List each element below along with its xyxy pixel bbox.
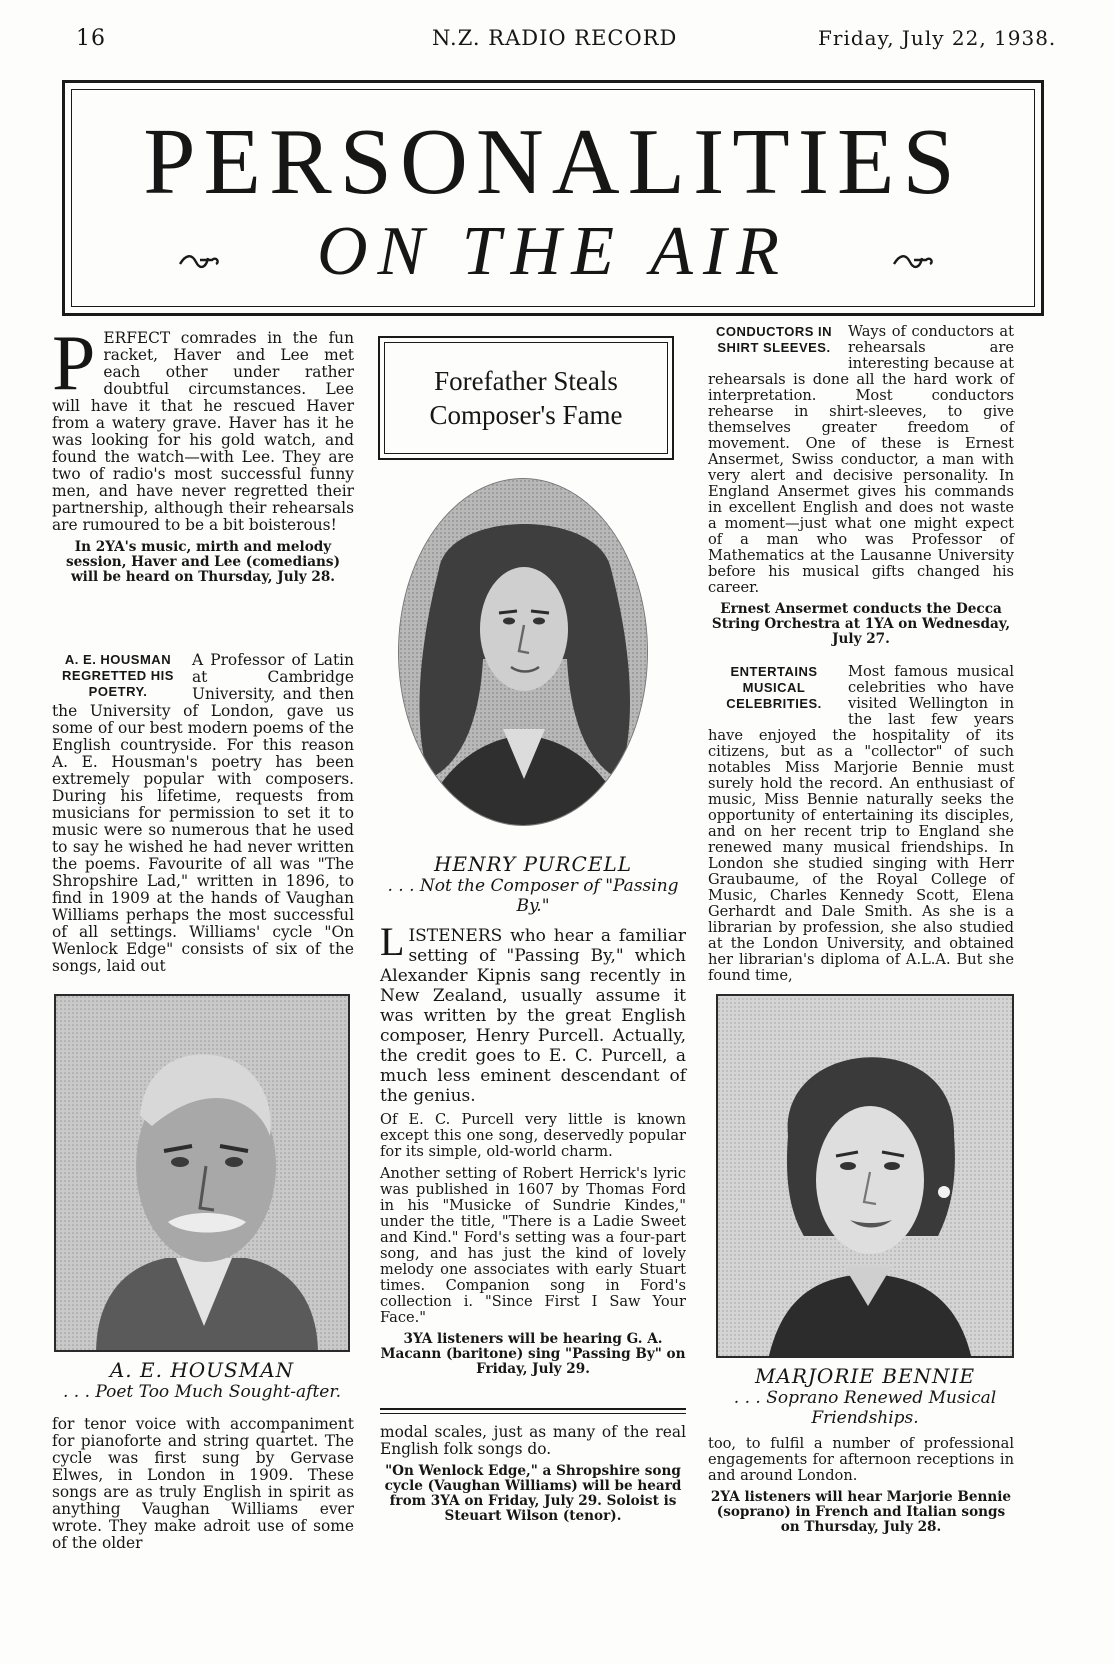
article-sidehead: ENTERTAINS MUSICAL CELEBRITIES.	[726, 664, 822, 711]
article-body: modal scales, just as many of the real English folk songs do.	[380, 1423, 686, 1458]
masthead-frame	[71, 89, 1035, 307]
article-body: ERFECT comrades in the fun racket, Haver and Lee met each other under rather doubtful circumstances. Lee will have it that he rescued Haver from a watery grave. Haver has it he was looking for his gold watch, and found the watch—with Lee. They are two of radio's most successful funny men, and have never regretted their partnership, although their rehearsals are rumoured to be a bit boisterous!	[52, 329, 354, 534]
article-body: Most famous musical celebrities who have visited Wellington in the last few years have enjoyed the hospitality of its citizens, but as a "collector" of such notables Miss Marjorie Bennie must surely hold the record. An enthusiast of music, Miss Bennie naturally seeks the opportunity of entertaining its disciples, and on her recent trip to England she renewed many musical friendships. In London she studied singing with Herr Graubaume, of the Royal College of Music, Charles Kennedy Scott, Elena Gerhardt and Dale Smith. As she is a librarian by profession, she also studied at the London University, and obtained her librarian's diploma of A.L.A. But she found time,	[708, 663, 1014, 984]
article-body: ISTENERS who hear a familiar setting of "Passing By," which Alexander Kipnis sang recently in New Zealand, usually assume it was written by the great English composer, Henry Purcell. Actually, the credit goes to E. C. Purcell, a much less eminent descendant of the genius.	[380, 926, 686, 1106]
caption-name: MARJORIE BENNIE	[754, 1364, 976, 1388]
caption-name: HENRY PURCELL	[433, 852, 633, 876]
article-body: Ways of conductors at rehearsals are interesting because at rehearsals is done all the hard work of interpretation. Most conductors rehearse in shirt-sleeves, to give themselves greater freedom of movement. One of these is Ernest Ansermet, Swiss conductor, a man with very alert and decisive personality. In England Ansermet gives his commands in excellent English and does not waste a moment—just what one might expect of a man who was Professor of Mathematics at the Lausanne University before his musical gifts changed his career.	[708, 323, 1014, 596]
page-number: 16	[76, 26, 106, 51]
housman-caption	[54, 1358, 350, 1402]
article-lead	[380, 919, 686, 1106]
caption-name: A. E. HOUSMAN	[109, 1358, 295, 1382]
purcell-portrait	[398, 478, 648, 826]
purcell-caption	[380, 852, 686, 916]
flourish-ornament-icon	[892, 250, 936, 270]
portrait-illustration	[718, 996, 1014, 1358]
column-divider-rule	[380, 1408, 686, 1414]
masthead-subtitle: ON THE AIR	[316, 213, 790, 290]
masthead	[62, 80, 1044, 316]
portrait-illustration	[399, 479, 648, 826]
article-lead	[52, 319, 354, 534]
broadcast-note: "On Wenlock Edge," a Shropshire song cycle (Vaughan Williams) will be heard from 3YA on Friday, July 29. Soloist is Steuart Wilson (tenor).	[384, 1463, 682, 1524]
article-body: Of E. C. Purcell very little is known except this one song, deservedly popular for its simple, old-world charm.	[380, 1111, 686, 1160]
headline: Forefather Steals Composer's Fame	[384, 342, 668, 454]
portrait-illustration	[56, 996, 350, 1352]
article-bennie	[708, 664, 1014, 990]
flourish-ornament-icon	[178, 250, 222, 270]
article-housman	[52, 652, 354, 981]
housman-photo	[54, 994, 350, 1352]
article-purcell	[380, 919, 686, 1383]
article-bennie-continued	[708, 1436, 1014, 1541]
caption-description: . . . Not the Composer of "Passing By."	[387, 876, 679, 916]
broadcast-note: 3YA listeners will be hearing G. A. Macann (baritone) sing "Passing By" on Friday, July 29.	[380, 1331, 686, 1377]
publication-name: N.Z. RADIO RECORD	[432, 26, 678, 50]
issue-date: Friday, July 22, 1938.	[818, 26, 1057, 50]
article-body: for tenor voice with accompaniment for pianoforte and string quartet. The cycle was first sung by Gervase Elwes, in London in 1909. These songs are as truly English in spirit as anything Vaughan Williams ever wrote. They make adroit use of some of the older	[52, 1415, 354, 1552]
bennie-photo	[716, 994, 1014, 1358]
caption-description: . . . Poet Too Much Sought-after.	[62, 1382, 342, 1402]
masthead-title: PERSONALITIES	[143, 110, 963, 214]
broadcast-note: 2YA listeners will hear Marjorie Bennie (soprano) in French and Italian songs on Thursday, July 28.	[710, 1489, 1012, 1535]
article-housman-conclusion	[380, 1424, 686, 1530]
article-body: A Professor of Latin at Cambridge University, and then the University of London, gave us some of our best modern poems of the English countryside. For this reason A. E. Housman's poetry has been extremely popular with composers. During his lifetime, requests from musicians for permission to set it to music were so numerous that he used to say he wished he had never written the poems. Favourite of all was "The Shropshire Lad," written in 1896, to find in 1909 at the hands of Vaughan Williams perhaps the most successful of all settings. Williams' cycle "On Wenlock Edge" consists of six of the songs, laid out	[52, 651, 354, 975]
article-housman-continued	[52, 1416, 354, 1558]
article-sidehead: CONDUCTORS IN SHIRT SLEEVES.	[715, 324, 833, 355]
article-sidehead: A. E. HOUSMAN REGRETTED HIS POETRY.	[62, 652, 174, 699]
drop-cap: P	[52, 319, 96, 406]
article-ansermet	[708, 324, 1014, 653]
article-body: too, to fulfil a number of professional engagements for afternoon receptions in and around London.	[708, 1435, 1014, 1484]
caption-description: . . . Soprano Renewed Musical Friendships.	[733, 1388, 997, 1428]
drop-cap: L	[380, 919, 405, 964]
article-body: Another setting of Robert Herrick's lyric was published in 1607 by Thomas Ford in his "Musicke of Sundrie Kindes," under the title, "There is a Ladie Sweet and Kind." Ford's setting was a four-part song, and has just the kind of lovely melody one associates with early Stuart times. Companion song in Ford's collection i. "Since First I Saw Your Face."	[380, 1165, 686, 1326]
broadcast-note: Ernest Ansermet conducts the Decca String Orchestra at 1YA on Wednesday, July 27.	[711, 601, 1011, 647]
article-haver-lee	[52, 319, 354, 591]
bennie-caption	[716, 1364, 1014, 1428]
headline-box	[378, 336, 674, 460]
broadcast-note: In 2YA's music, mirth and melody session, Haver and Lee (comedians) will be heard on Thursday, July 28.	[65, 539, 341, 585]
